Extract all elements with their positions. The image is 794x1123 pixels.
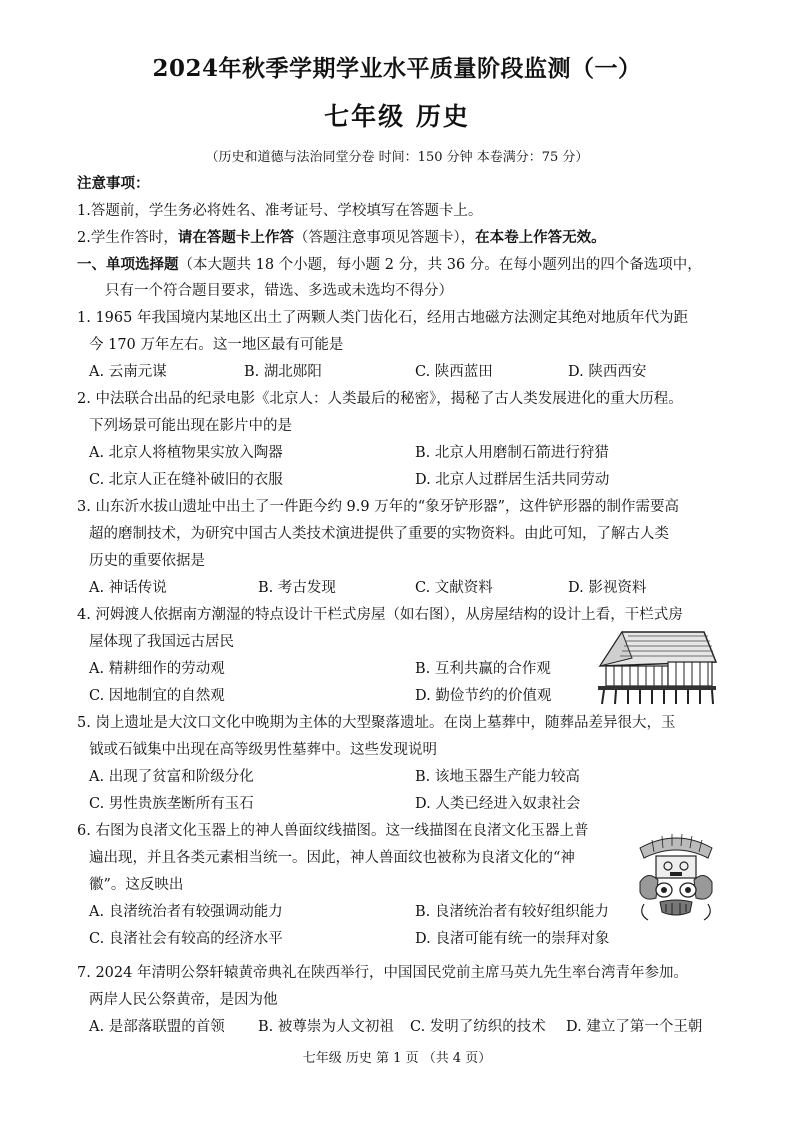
section-header (77, 255, 702, 275)
q2-option-b: B. 北京人用磨制石箭进行狩猎 (415, 445, 609, 461)
q1-option-b: B. 湖北郧阳 (244, 364, 322, 380)
page-subtitle: 七年级 历史 (324, 102, 470, 131)
q2-option-d: D. 北京人过群居生活共同劳动 (415, 472, 610, 488)
q6-line-1: 6. 右图为良渚文化玉器上的神人兽面纹线描图。这一线描图在良渚文化玉器上普 (77, 823, 589, 839)
q7-option-a: A. 是部落联盟的首领 (89, 1019, 225, 1035)
q3-option-a: A. 神话传说 (89, 580, 167, 596)
q3-option-b: B. 考古发现 (258, 580, 336, 596)
q5-option-c: C. 男性贵族垄断所有玉石 (89, 796, 254, 812)
note-1: 1.答题前，学生务必将姓名、准考证号、学校填写在答题卡上。 (77, 203, 483, 219)
stilt-house-icon (592, 628, 720, 706)
q7-line-1: 7. 2024 年清明公祭轩辕黄帝典礼在陕西举行，中国国民党前主席马英九先生率台湾青年参加。 (77, 965, 688, 981)
q6-line-3: 徽”。这反映出 (89, 877, 184, 893)
q6-option-d: D. 良渚可能有统一的崇拜对象 (415, 931, 610, 947)
note-2-part-a: 2.学生作答时， (77, 230, 178, 246)
q3-option-d: D. 影视资料 (568, 580, 647, 596)
q1-option-c: C. 陕西蓝田 (415, 364, 493, 380)
q2-option-c: C. 北京人正在缝补破旧的衣服 (89, 472, 283, 488)
page-title: 2024年秋季学期学业水平质量阶段监测（一） (152, 55, 642, 82)
q4-option-d: D. 勤俭节约的价值观 (415, 688, 552, 704)
q1-option-d: D. 陕西西安 (568, 364, 647, 380)
q1-option-a: A. 云南元谋 (89, 364, 167, 380)
q2-option-a: A. 北京人将植物果实放入陶器 (89, 445, 283, 461)
notes-heading: 注意事项： (77, 175, 150, 192)
q5-line-1: 5. 岗上遗址是大汶口文化中晚期为主体的大型聚落遗址。在岗上墓葬中，随葬品差异很大，玉 (77, 715, 676, 731)
q5-option-a: A. 出现了贫富和阶级分化 (89, 769, 254, 785)
q3-line-1: 3. 山东沂水拔山遗址中出土了一件距今约 9.9 万年的“象牙铲形器”，这件铲形器的制作需要高 (77, 499, 680, 515)
q4-line-2: 屋体现了我国远古居民 (89, 634, 234, 650)
q1-line-1: 1. 1965 年我国境内某地区出土了两颗人类门齿化石，经用古地磁方法测定其绝对地质年代为距 (77, 310, 688, 326)
q3-line-3: 历史的重要依据是 (89, 553, 205, 569)
q6-option-a: A. 良渚统治者有较强调动能力 (89, 904, 283, 920)
q3-line-2: 超的磨制技术，为研究中国古人类技术演进提供了重要的实物资料。由此可知，了解古人类 (89, 526, 669, 542)
q7-option-d: D. 建立了第一个王朝 (566, 1019, 703, 1035)
q7-line-2: 两岸人民公祭黄帝，是因为他 (89, 992, 278, 1008)
note-2 (77, 228, 606, 248)
q6-line-2: 遍出现，并且各类元素相当统一。因此，神人兽面纹也被称为良渚文化的“神 (89, 850, 575, 866)
q2-line-1: 2. 中法联合出品的纪录电影《北京人：人类最后的秘密》，揭秘了古人类发展进化的重大历程。 (77, 391, 683, 407)
section-desc-2: 只有一个符合题目要求，错选、多选或未选均不得分） (105, 283, 453, 299)
q1-line-2: 今 170 万年左右。这一地区最有可能是 (89, 337, 344, 353)
q4-line-1: 4. 河姆渡人依据南方潮湿的特点设计干栏式房屋（如右图），从房屋结构的设计上看，干栏式房 (77, 607, 683, 623)
q4-option-a: A. 精耕细作的劳动观 (89, 661, 225, 677)
exam-info: （历史和道德与法治同堂分卷 时间：150 分钟 本卷满分：75 分） (205, 150, 589, 165)
section-desc-1: （本大题共 18 个小题，每小题 2 分，共 36 分。在每小题列出的四个备选项中， (178, 257, 702, 273)
q6-option-c: C. 良渚社会有较高的经济水平 (89, 931, 283, 947)
q7-option-c: C. 发明了纺织的技术 (410, 1019, 546, 1035)
q4-option-c: C. 因地制宜的自然观 (89, 688, 225, 704)
q3-option-c: C. 文献资料 (415, 580, 493, 596)
q4-option-b: B. 互利共赢的合作观 (415, 661, 551, 677)
note-2-part-b: 请在答题卡上作答 (177, 229, 294, 246)
q5-option-d: D. 人类已经进入奴隶社会 (415, 796, 581, 812)
q6-option-b: B. 良渚统治者有较好组织能力 (415, 904, 609, 920)
q7-option-b: B. 被尊崇为人文初祖 (258, 1019, 394, 1035)
page-footer: 七年级 历史 第 1 页 （共 4 页） (302, 1051, 492, 1066)
section-title: 一、单项选择题 (77, 256, 179, 273)
q2-line-2: 下列场景可能出现在影片中的是 (89, 418, 292, 434)
note-2-part-d: 在本卷上作答无效。 (475, 229, 606, 246)
q5-line-2: 钺或石钺集中出现在高等级男性墓葬中。这些发现说明 (89, 742, 437, 758)
q5-option-b: B. 该地玉器生产能力较高 (415, 769, 580, 785)
liangzhu-mask-icon (634, 828, 718, 924)
note-2-part-c: （答题注意事项见答题卡）， (293, 230, 476, 246)
